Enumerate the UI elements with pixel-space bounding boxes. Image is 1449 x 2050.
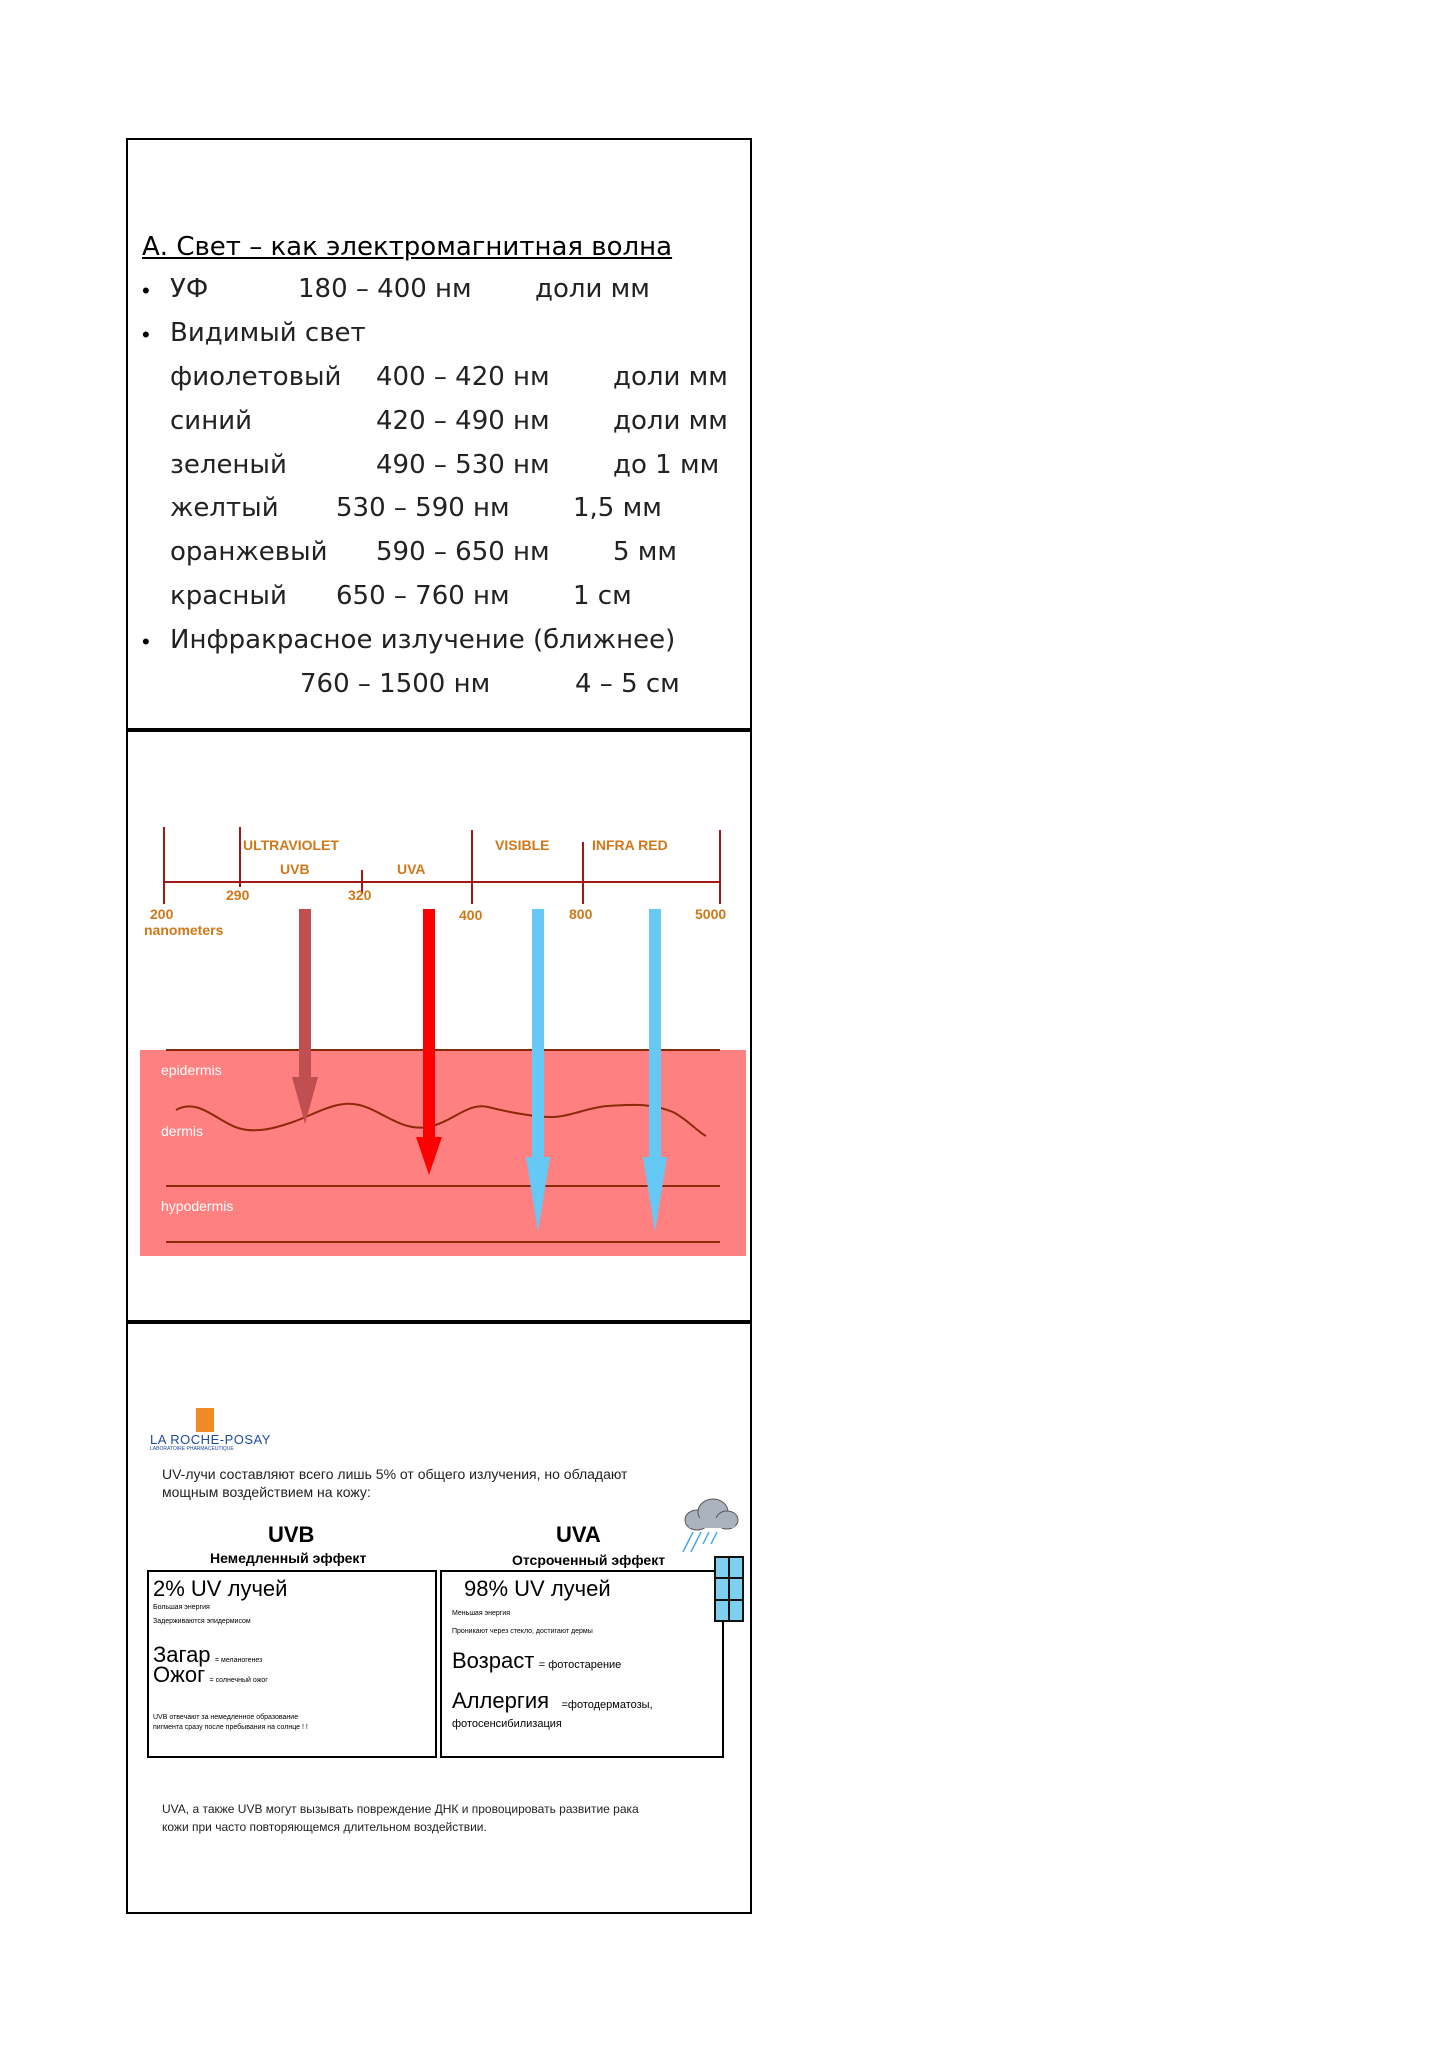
slide-title: А. Свет – как электромагнитная волна <box>142 232 673 262</box>
intro-text: мощным воздействием на кожу: <box>162 1484 371 1500</box>
color-wavelength: доли мм <box>613 406 728 436</box>
uva-subtitle: Отсроченный эффект <box>512 1552 666 1568</box>
unit-label: nanometers <box>144 922 224 938</box>
brand-logo: LA ROCHE-POSAY <box>150 1432 271 1447</box>
uvb-share-number: 2% UV <box>153 1576 222 1601</box>
uvb-footnote: пигмента сразу после пребывания на солнце ! ! <box>153 1724 308 1731</box>
uvb-note: Большая энергия <box>153 1604 210 1611</box>
uva-share: 98% UV лучей <box>464 1576 611 1601</box>
slide-skin-penetration-diagram <box>126 730 752 1322</box>
tick-label-320: 320 <box>348 887 372 903</box>
brand-logo-sub: LABORATOIRE PHARMACEUTIQUE <box>150 1446 234 1452</box>
footer-text: кожи при часто повторяющемся длительном воздействии. <box>162 1820 487 1834</box>
uvb-effect-tan: Загар = меланогенез <box>153 1642 263 1667</box>
uvb-effect-burn: Ожог = солнечный ожог <box>153 1662 268 1687</box>
color-range: 420 – 490 нм <box>376 406 550 436</box>
uvb-footnote: UVB отвечают за немедленное образование <box>153 1714 299 1721</box>
cloud-rain-icon <box>675 1492 741 1556</box>
color-range: 400 – 420 нм <box>376 362 550 392</box>
uva-effect-allergy-desc: фотосенсибилизация <box>452 1718 562 1730</box>
uva-title: UVA <box>556 1522 601 1547</box>
uvb-title: UVB <box>268 1522 315 1547</box>
color-range: 530 – 590 нм <box>336 493 510 523</box>
color-wavelength: до 1 мм <box>613 450 720 480</box>
uva-effect-allergy: Аллергия =фотодерматозы, <box>452 1688 653 1713</box>
bullet-icon: • <box>142 629 150 654</box>
color-name: оранжевый <box>170 537 328 567</box>
uva-note: Проникают через стекло, достигают дермы <box>452 1628 593 1635</box>
color-wavelength: 1 см <box>573 581 632 611</box>
tick-label-400: 400 <box>459 907 483 923</box>
region-uvb: UVB <box>280 861 310 877</box>
region-uva: UVA <box>397 861 426 877</box>
tick-label-200: 200 <box>150 906 174 922</box>
color-range: 590 – 650 нм <box>376 537 550 567</box>
tick-label-800: 800 <box>569 906 593 922</box>
color-name: желтый <box>170 493 279 523</box>
uvb-subtitle: Немедленный эффект <box>210 1550 367 1566</box>
layer-label-dermis: dermis <box>161 1123 204 1139</box>
color-name: зеленый <box>170 450 287 480</box>
uvb-share <box>153 1576 287 1602</box>
tick-label-290: 290 <box>226 887 250 903</box>
intro-text: UV-лучи составляют всего лишь 5% от общего излучения, но обладают <box>162 1466 628 1482</box>
region-ultraviolet: ULTRAVIOLET <box>243 837 339 853</box>
skin-penetration-diagram <box>128 732 750 1320</box>
region-visible: VISIBLE <box>495 837 550 853</box>
uva-note: Меньшая энергия <box>452 1610 511 1617</box>
ir-wavelength: 4 – 5 см <box>575 669 680 699</box>
layer-label-hypodermis: hypodermis <box>161 1198 234 1214</box>
uv-wavelength: доли мм <box>535 274 650 304</box>
color-range: 490 – 530 нм <box>376 450 550 480</box>
uvb-note: Задерживаются эпидермисом <box>153 1618 251 1625</box>
color-wavelength: 1,5 мм <box>573 493 662 523</box>
uvb-box <box>147 1570 437 1758</box>
uva-box <box>440 1570 724 1758</box>
color-name: синий <box>170 406 252 436</box>
uva-effect-age: Возраст = фотостарение <box>452 1648 622 1673</box>
brand-logo-square <box>196 1408 214 1432</box>
uv-range: 180 – 400 нм <box>298 274 472 304</box>
uv-label: УФ <box>170 274 209 304</box>
window-icon <box>714 1556 744 1622</box>
ir-range: 760 – 1500 нм <box>300 669 491 699</box>
visible-heading: Видимый свет <box>170 318 366 348</box>
color-name: красный <box>170 581 287 611</box>
uvb-share-word: лучей <box>227 1576 288 1601</box>
color-wavelength: доли мм <box>613 362 728 392</box>
color-name: фиолетовый <box>170 362 342 392</box>
color-range: 650 – 760 нм <box>336 581 510 611</box>
ir-heading: Инфракрасное излучение (ближнее) <box>170 625 676 655</box>
bullet-icon: • <box>142 322 150 347</box>
tick-label-5000: 5000 <box>695 906 727 922</box>
color-wavelength: 5 мм <box>613 537 678 567</box>
slide-uva-uvb <box>126 1322 752 1914</box>
bullet-icon: • <box>142 278 150 303</box>
layer-label-epidermis: epidermis <box>161 1062 222 1078</box>
slide-light-spectrum <box>126 138 752 730</box>
region-infrared: INFRA RED <box>592 837 668 853</box>
footer-text: UVA, а также UVB могут вызывать повреждение ДНК и провоцировать развитие рака <box>162 1802 639 1816</box>
